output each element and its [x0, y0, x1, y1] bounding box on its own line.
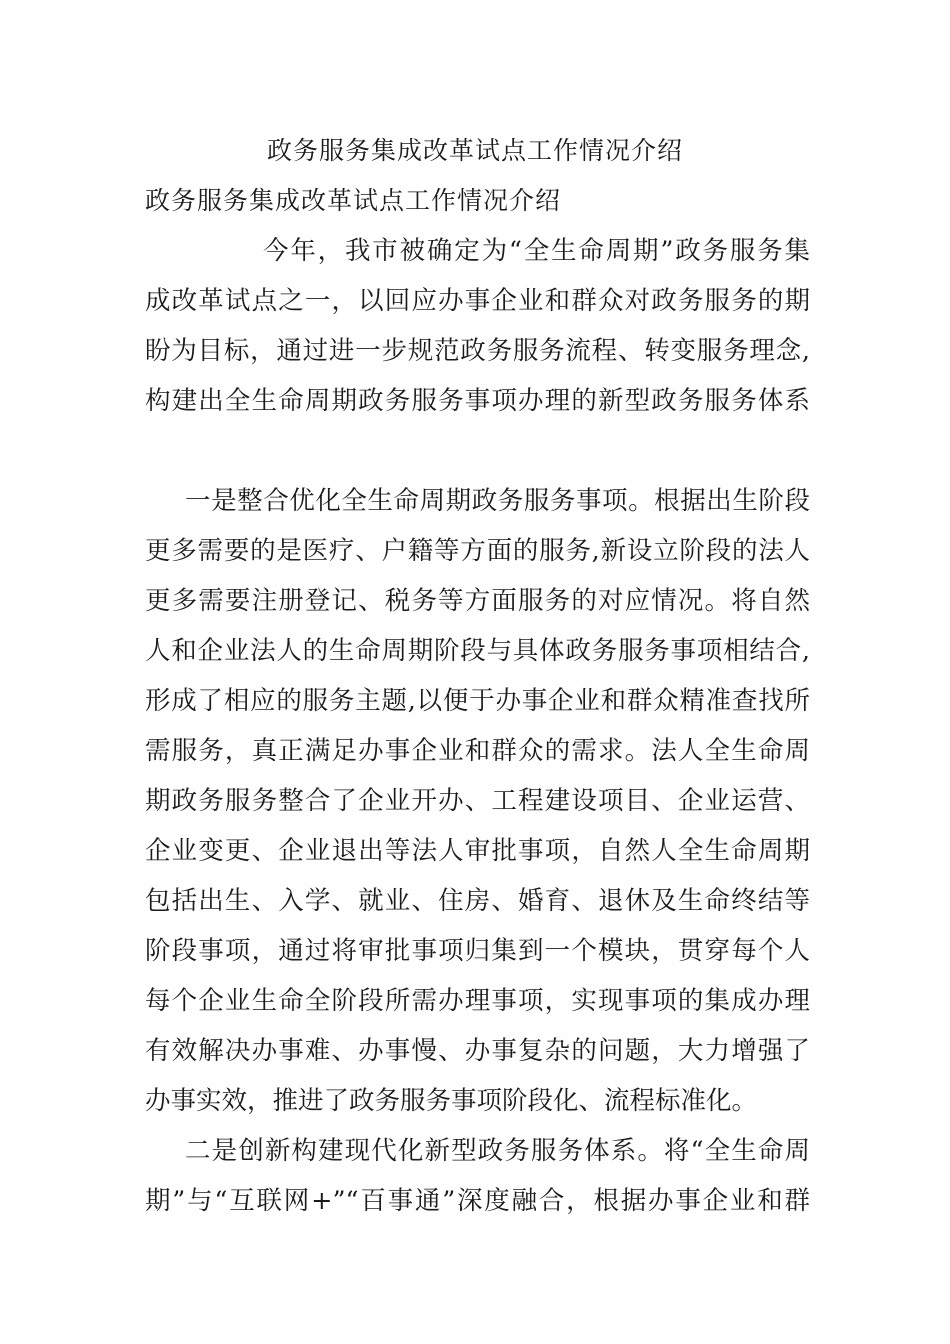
document-title-centered: 政务服务集成改革试点工作情况介绍 — [266, 136, 683, 165]
intro-line-2: 成改革试点之一，以回应办事企业和群众对政务服务的期 — [145, 286, 810, 316]
section1-line-12: 有效解决办事难、办事慢、办事复杂的问题，大力增强了 — [145, 1036, 810, 1066]
section1-line-13: 办事实效，推进了政务服务事项阶段化、流程标准化。 — [145, 1086, 758, 1116]
intro-line-3: 盼为目标，通过进一步规范政务服务流程、转变服务理念, — [145, 336, 810, 366]
section1-line-2: 更多需要的是医疗、户籍等方面的服务,新设立阶段的法人 — [145, 536, 810, 566]
section1-line-4: 人和企业法人的生命周期阶段与具体政务服务事项相结合, — [145, 636, 810, 666]
intro-line-1: 今年，我市被确定为“全生命周期”政务服务集 — [263, 236, 810, 266]
section1-line-8: 企业变更、企业退出等法人审批事项，自然人全生命周期 — [145, 836, 810, 866]
section1-line-9: 包括出生、入学、就业、住房、婚育、退休及生命终结等 — [145, 886, 810, 916]
section2-line-1: 二是创新构建现代化新型政务服务体系。将“全生命周 — [185, 1136, 810, 1166]
section1-line-6: 需服务，真正满足办事企业和群众的需求。法人全生命周 — [145, 736, 810, 766]
section1-line-11: 每个企业生命全阶段所需办理事项，实现事项的集成办理 — [145, 986, 810, 1016]
document-title-left: 政务服务集成改革试点工作情况介绍 — [145, 186, 562, 215]
section2-line-2: 期”与“互联网+”“百事通”深度融合，根据办事企业和群 — [145, 1186, 810, 1216]
section1-line-10: 阶段事项，通过将审批事项归集到一个模块，贯穿每个人 — [145, 936, 810, 966]
section1-line-3: 更多需要注册登记、税务等方面服务的对应情况。将自然 — [145, 586, 810, 616]
section1-line-7: 期政务服务整合了企业开办、工程建设项目、企业运营、 — [145, 786, 810, 816]
section1-line-1: 一是整合优化全生命周期政务服务事项。根据出生阶段 — [185, 486, 810, 516]
section1-line-5: 形成了相应的服务主题,以便于办事企业和群众精准查找所 — [145, 686, 810, 716]
intro-line-4: 构建出全生命周期政务服务事项办理的新型政务服务体系 — [145, 386, 810, 416]
